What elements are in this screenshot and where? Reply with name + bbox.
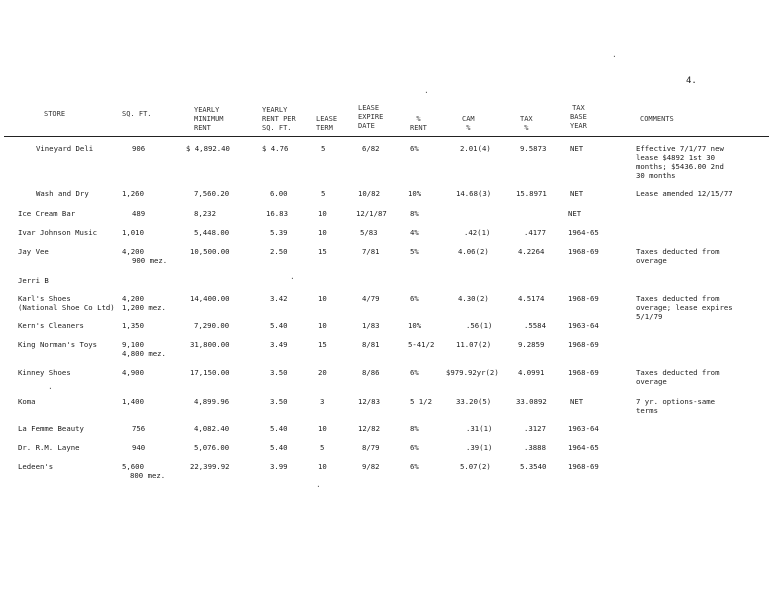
- yearly-rent: 17,150.00: [190, 368, 230, 377]
- lease-term: 3: [320, 397, 325, 406]
- table-row: [0, 462, 778, 480]
- rent-per-sqft: 16.83: [266, 209, 288, 218]
- sqft-mezzanine: 800 mez.: [130, 471, 166, 480]
- comment-line: 5/1/79: [636, 312, 663, 321]
- tax-base-year: 1964-65: [568, 228, 599, 237]
- comment-line: 30 months: [636, 171, 676, 180]
- rent-per-sqft: 3.50: [270, 368, 288, 377]
- store-name: [18, 294, 115, 312]
- scan-speck: ·: [48, 384, 53, 393]
- header-line: DATE: [358, 122, 375, 130]
- pct-rent: 6%: [410, 368, 419, 377]
- comment-line: overage: [636, 256, 667, 265]
- cam: 14.68(3): [456, 189, 492, 198]
- tax: 33.0892: [516, 397, 547, 406]
- tax: 5.3540: [520, 462, 547, 471]
- scan-speck: ·: [424, 88, 429, 97]
- lease-term: 10: [318, 424, 327, 433]
- comments: [636, 294, 733, 321]
- sqft: 4,900: [122, 368, 144, 377]
- comment-line: months; $5436.00 2nd: [636, 162, 724, 171]
- expire-date: 12/83: [358, 397, 380, 406]
- store-name: Ledeen's: [18, 462, 54, 471]
- rent-per-sqft: 3.42: [270, 294, 288, 303]
- cam: 4.30(2): [458, 294, 489, 303]
- cam: 5.07(2): [460, 462, 491, 471]
- header-comments: COMMENTS: [640, 115, 674, 123]
- header-pct-rent: [410, 115, 427, 133]
- sqft: 489: [132, 209, 146, 218]
- cam: .31(1): [466, 424, 493, 433]
- lease-term: 20: [318, 368, 327, 377]
- rent-per-sqft: 3.50: [270, 397, 288, 406]
- comment-line: overage: [636, 377, 667, 386]
- rent-per-sqft: 3.99: [270, 462, 288, 471]
- sqft-main: 5,600: [122, 462, 144, 471]
- store-name: Ivar Johnson Music: [18, 228, 98, 237]
- header-line: %: [524, 124, 529, 132]
- table-row: [0, 397, 778, 415]
- table-row: [0, 189, 778, 201]
- expire-date: 5/83: [360, 228, 378, 237]
- expire-date: 8/81: [362, 340, 380, 349]
- tax: .3888: [524, 443, 546, 452]
- header-line: LEASE: [316, 115, 338, 123]
- sqft: [122, 294, 166, 312]
- pct-rent: 6%: [410, 462, 419, 471]
- sqft: 1,350: [122, 321, 144, 330]
- pct-rent: 5-41/2: [408, 340, 435, 349]
- store-name: Jay Vee: [18, 247, 49, 256]
- scan-speck: ·: [316, 482, 321, 491]
- header-line: RENT: [410, 124, 427, 132]
- rent-per-sqft: 3.49: [270, 340, 288, 349]
- tax: .4177: [524, 228, 546, 237]
- expire-date: 12/82: [358, 424, 380, 433]
- yearly-rent: 5,448.00: [194, 228, 230, 237]
- sqft-mezzanine: 900 mez.: [132, 256, 168, 265]
- header-yearly-min-rent: [194, 106, 224, 133]
- store-name: Dr. R.M. Layne: [18, 443, 80, 452]
- expire-date: 9/82: [362, 462, 380, 471]
- header-sqft: SQ. FT.: [122, 110, 152, 118]
- header-line: LEASE: [358, 104, 380, 112]
- tax-base-year: NET: [570, 144, 584, 153]
- header-divider: [4, 136, 769, 137]
- yearly-rent: 5,076.00: [194, 443, 230, 452]
- lease-term: 5: [321, 144, 326, 153]
- tax-base-year: 1963-64: [568, 424, 599, 433]
- table-row: [0, 368, 778, 386]
- pct-rent: 8%: [410, 424, 419, 433]
- sqft-main: 9,100: [122, 340, 144, 349]
- expire-date: 8/86: [362, 368, 380, 377]
- comment-line: Effective 7/1/77 new: [636, 144, 724, 153]
- header-line: BASE: [570, 113, 587, 121]
- sqft-mezzanine: 1,200 mez.: [122, 303, 166, 312]
- cam: .42(1): [464, 228, 491, 237]
- header-line: SQ. FT.: [262, 124, 292, 132]
- table-row: [0, 321, 778, 333]
- tax-base-year: 1964-65: [568, 443, 599, 452]
- yearly-rent: 22,399.92: [190, 462, 230, 471]
- lease-term: 5: [320, 443, 325, 452]
- rent-per-sqft: 5.40: [270, 321, 288, 330]
- comment-line: terms: [636, 406, 658, 415]
- header-line: YEARLY: [194, 106, 220, 114]
- tax: 9.2859: [518, 340, 545, 349]
- comments: [636, 189, 733, 198]
- comment-line: overage; lease expires: [636, 303, 733, 312]
- sqft: [122, 340, 166, 358]
- table-row: [0, 294, 778, 321]
- lease-term: 10: [318, 209, 327, 218]
- header-lease-term: [316, 115, 337, 133]
- lease-term: 10: [318, 228, 327, 237]
- sqft-main: 4,200: [122, 294, 144, 303]
- tax-base-year: 1968-69: [568, 247, 599, 256]
- rent-per-sqft: 6.00: [270, 189, 288, 198]
- store-name: Koma: [18, 397, 36, 406]
- tax-base-year: NET: [568, 209, 582, 218]
- pct-rent: 5%: [410, 247, 419, 256]
- tax: 15.8971: [516, 189, 547, 198]
- cam: 2.01(4): [460, 144, 491, 153]
- comment-line: Taxes deducted from: [636, 247, 720, 256]
- header-line: YEARLY: [262, 106, 288, 114]
- tax-base-year: 1968-69: [568, 340, 599, 349]
- pct-rent: 6%: [410, 144, 419, 153]
- store-name: Ice Cream Bar: [18, 209, 76, 218]
- store-name: Vineyard Deli: [36, 144, 94, 153]
- pct-rent: 6%: [410, 443, 419, 452]
- sqft: 906: [132, 144, 146, 153]
- yearly-rent: 14,400.00: [190, 294, 230, 303]
- table-row: [0, 276, 778, 288]
- table-row: [0, 209, 778, 221]
- rent-per-sqft: 5.40: [270, 424, 288, 433]
- scan-speck: ·: [290, 274, 295, 283]
- store-name: La Femme Beauty: [18, 424, 84, 433]
- yearly-rent: $ 4,892.40: [186, 144, 230, 153]
- tax-base-year: 1968-69: [568, 368, 599, 377]
- tax: 4.0991: [518, 368, 545, 377]
- expire-date: 4/79: [362, 294, 380, 303]
- cam: .39(1): [466, 443, 493, 452]
- tax: .3127: [524, 424, 546, 433]
- header-line: %: [416, 115, 421, 123]
- comment-line: 7 yr. options-same: [636, 397, 716, 406]
- store-name: King Norman's Toys: [18, 340, 98, 349]
- table-row: [0, 340, 778, 358]
- page-number: 4.: [686, 76, 697, 86]
- lease-term: 10: [318, 321, 327, 330]
- sqft: 1,010: [122, 228, 144, 237]
- sqft: [122, 247, 167, 265]
- yearly-rent: 10,500.00: [190, 247, 230, 256]
- cam: 11.07(2): [456, 340, 492, 349]
- yearly-rent: 4,899.96: [194, 397, 230, 406]
- lease-term: 10: [318, 294, 327, 303]
- expire-date: 7/81: [362, 247, 380, 256]
- store-name: Kern's Cleaners: [18, 321, 84, 330]
- comment-line: Lease amended 12/15/77: [636, 189, 733, 198]
- cam: 33.20(5): [456, 397, 492, 406]
- header-rent-per-sqft: [262, 106, 296, 133]
- comment-line: Taxes deducted from: [636, 368, 720, 377]
- header-line: RENT: [194, 124, 211, 132]
- comments: [636, 247, 719, 265]
- comments: [636, 397, 715, 415]
- tax: 4.2264: [518, 247, 545, 256]
- pct-rent: 5 1/2: [410, 397, 432, 406]
- lease-term: 15: [318, 247, 327, 256]
- tax-base-year: 1968-69: [568, 294, 599, 303]
- header-line: MINIMUM: [194, 115, 224, 123]
- pct-rent: 10%: [408, 321, 422, 330]
- cam: 4.06(2): [458, 247, 489, 256]
- expire-date: 6/82: [362, 144, 380, 153]
- yearly-rent: 4,082.40: [194, 424, 230, 433]
- rent-per-sqft: 5.40: [270, 443, 288, 452]
- header-store: STORE: [44, 110, 66, 118]
- header-tax-base-year: [570, 104, 587, 131]
- sqft-main: 4,200: [122, 247, 144, 256]
- cam: $979.92yr(2): [446, 368, 499, 377]
- sqft-mezzanine: 4,800 mez.: [122, 349, 166, 358]
- tax-base-year: NET: [570, 397, 584, 406]
- comment-line: lease $4892 1st 30: [636, 153, 716, 162]
- rent-per-sqft: 2.50: [270, 247, 288, 256]
- header-line: TAX: [572, 104, 585, 112]
- tax: 4.5174: [518, 294, 545, 303]
- pct-rent: 8%: [410, 209, 419, 218]
- expire-date: 8/79: [362, 443, 380, 452]
- sqft: [122, 462, 165, 480]
- lease-term: 15: [318, 340, 327, 349]
- header-tax: [520, 115, 533, 133]
- sqft: 940: [132, 443, 146, 452]
- tax: .5584: [524, 321, 546, 330]
- table-row: [0, 443, 778, 455]
- expire-date: 10/82: [358, 189, 380, 198]
- header-line: CAM: [462, 115, 475, 123]
- tax-base-year: 1968-69: [568, 462, 599, 471]
- expire-date: 12/1/87: [356, 209, 387, 218]
- yearly-rent: 7,290.00: [194, 321, 230, 330]
- store-name-alt: (National Shoe Co Ltd): [18, 303, 115, 312]
- header-line: TERM: [316, 124, 333, 132]
- yearly-rent: 31,800.00: [190, 340, 230, 349]
- header-line: TAX: [520, 115, 533, 123]
- header-line: YEAR: [570, 122, 587, 130]
- comments: [636, 368, 719, 386]
- yearly-rent: 7,560.20: [194, 189, 230, 198]
- table-row: [0, 144, 778, 180]
- sqft: 1,400: [122, 397, 144, 406]
- comment-line: Taxes deducted from: [636, 294, 720, 303]
- header-lease-expire: [358, 104, 383, 131]
- store-name-main: Karl's Shoes: [18, 294, 71, 303]
- header-line: %: [466, 124, 471, 132]
- pct-rent: 10%: [408, 189, 422, 198]
- sqft: 1,260: [122, 189, 144, 198]
- lease-term: 5: [321, 189, 326, 198]
- comments: [636, 144, 724, 180]
- store-name: Jerri B: [18, 276, 49, 285]
- header-line: RENT PER: [262, 115, 296, 123]
- scan-speck: ·: [612, 52, 617, 61]
- pct-rent: 4%: [410, 228, 419, 237]
- header-cam: [462, 115, 475, 133]
- pct-rent: 6%: [410, 294, 419, 303]
- rent-per-sqft: $ 4.76: [262, 144, 289, 153]
- expire-date: 1/83: [362, 321, 380, 330]
- tax-base-year: NET: [570, 189, 584, 198]
- store-name: Kinney Shoes: [18, 368, 71, 377]
- header-line: EXPIRE: [358, 113, 384, 121]
- table-row: [0, 228, 778, 240]
- store-name: Wash and Dry: [36, 189, 89, 198]
- table-row: [0, 424, 778, 436]
- rent-per-sqft: 5.39: [270, 228, 288, 237]
- table-row: [0, 247, 778, 265]
- yearly-rent: 8,232: [194, 209, 216, 218]
- sqft: 756: [132, 424, 146, 433]
- lease-term: 10: [318, 462, 327, 471]
- cam: .56(1): [466, 321, 493, 330]
- tax: 9.5873: [520, 144, 547, 153]
- tax-base-year: 1963-64: [568, 321, 599, 330]
